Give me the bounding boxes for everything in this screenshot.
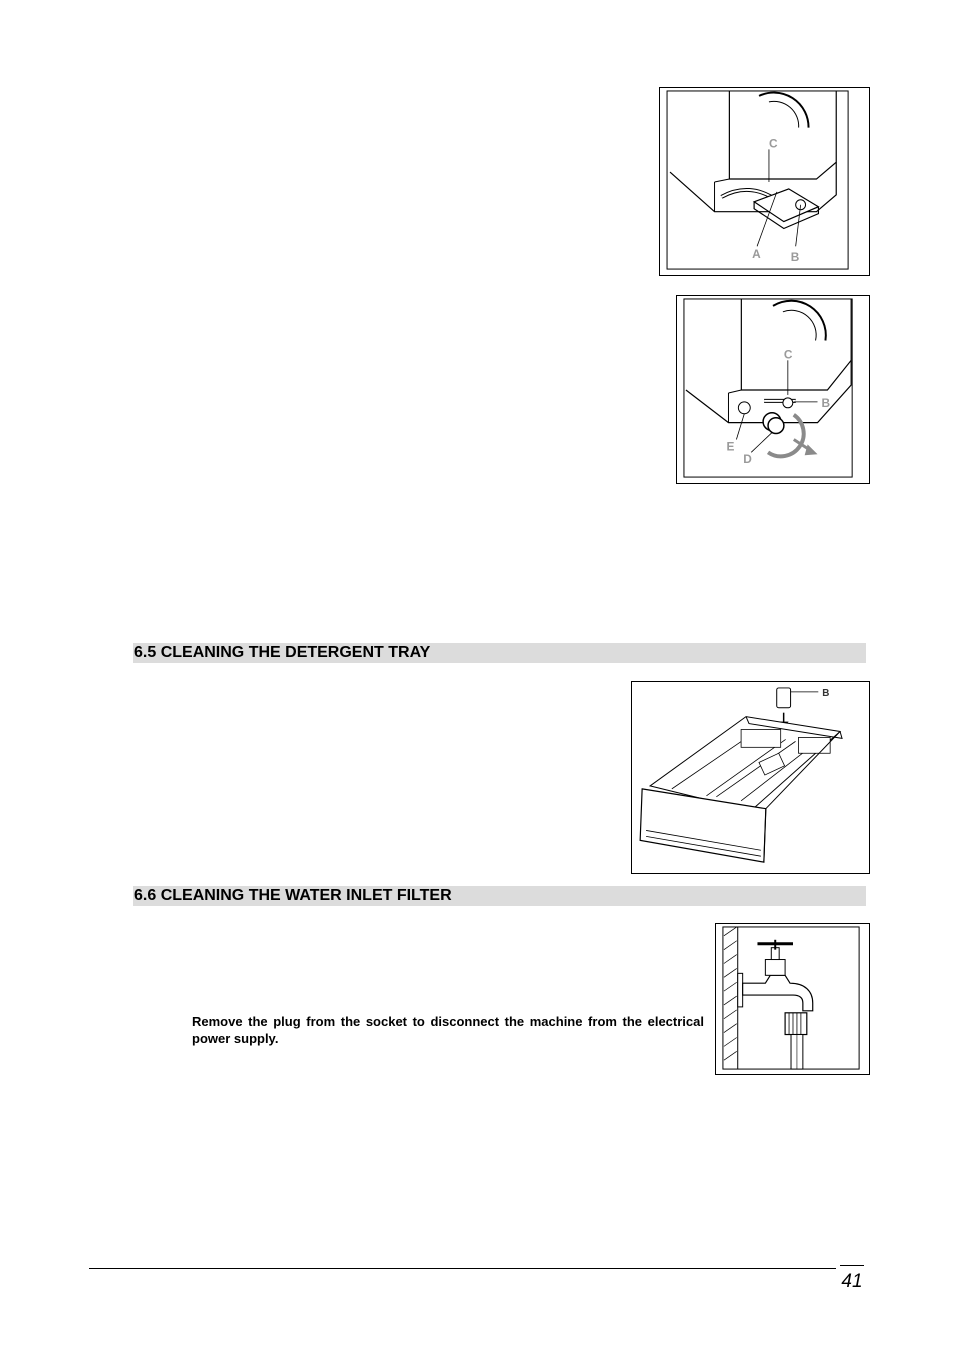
section-title-detergent-tray: 6.5 CLEANING THE DETERGENT TRAY — [133, 643, 866, 663]
figure-pump-drain — [659, 87, 870, 276]
label-b: B — [821, 395, 831, 410]
section-title-water-inlet-filter: 6.6 CLEANING THE WATER INLET FILTER — [133, 886, 866, 906]
figure-water-tap — [715, 923, 870, 1075]
water-tap-illustration — [716, 924, 869, 1074]
footer-rule — [89, 1268, 836, 1269]
page-number: 41 — [841, 1271, 863, 1292]
pump-drain-illustration — [660, 88, 869, 275]
label-c: C — [768, 136, 778, 151]
figure-pump-filter — [676, 295, 870, 484]
label-e: E — [726, 439, 735, 454]
figure-detergent-tray — [631, 681, 870, 874]
warning-unplug-text: Remove the plug from the socket to disconnect the machine from the electrical power supply. — [192, 1014, 704, 1046]
label-a: A — [752, 247, 761, 262]
detergent-tray-illustration — [632, 682, 869, 873]
label-d: D — [743, 452, 752, 467]
label-b: B — [790, 250, 800, 265]
pump-filter-illustration — [677, 296, 869, 483]
label-c: C — [783, 347, 793, 362]
label-b: B — [822, 687, 830, 699]
